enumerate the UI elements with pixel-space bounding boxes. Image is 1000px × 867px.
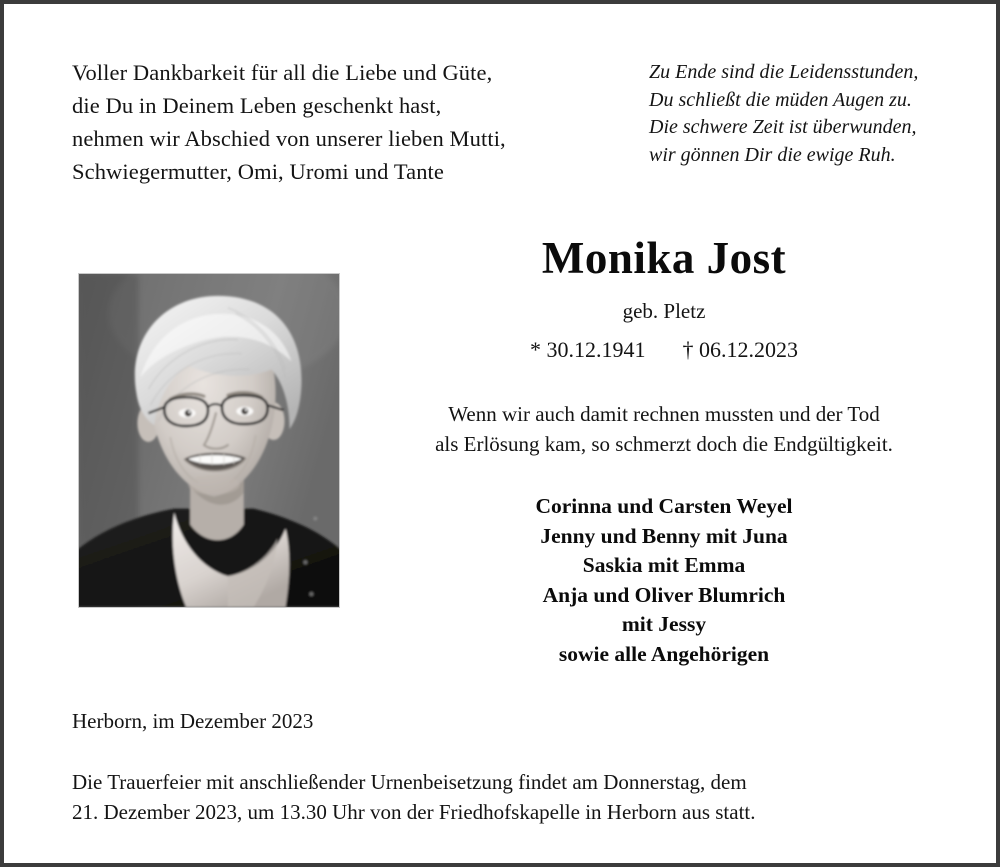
birth-date: 30.12.1941 xyxy=(546,337,646,362)
verse-line: Zu Ende sind die Leidensstunden, xyxy=(649,61,919,83)
intro-line: Schwiegermutter, Omi, Uromi und Tante xyxy=(72,159,444,184)
mourner-line: Corinna und Carsten Weyel xyxy=(535,494,793,518)
funeral-service-info xyxy=(72,767,952,827)
portrait-photo xyxy=(78,273,340,608)
verse-line: Die schwere Zeit ist überwunden, xyxy=(649,116,917,138)
eulogy-line: Wenn wir auch damit rechnen mussten und der Tod xyxy=(448,402,880,426)
eulogy-line: als Erlösung kam, so schmerzt doch die Endgültigkeit. xyxy=(435,432,893,456)
mourner-line: Anja und Oliver Blumrich xyxy=(542,582,786,607)
intro-line: die Du in Deinem Leben geschenkt hast, xyxy=(72,93,442,118)
life-dates xyxy=(364,336,964,364)
mourner-line: sowie alle Angehörigen xyxy=(558,641,770,666)
service-line: 21. Dezember 2023, um 13.30 Uhr von der Friedhofskapelle in Herborn aus statt. xyxy=(72,800,756,824)
mourner-line: mit Jessy xyxy=(621,612,707,636)
intro-text-block xyxy=(72,56,602,188)
cross-icon: † xyxy=(682,337,694,362)
page-title: Monika Jost xyxy=(541,233,787,283)
place-and-date: Herborn, im Dezember 2023 xyxy=(72,709,314,733)
intro-line: nehmen wir Abschied von unserer lieben Mutti, xyxy=(72,126,506,151)
mourner-line: Saskia mit Emma xyxy=(582,553,746,577)
maiden-name: geb. Pletz xyxy=(622,299,706,323)
verse-line: Du schließt die müden Augen zu. xyxy=(649,88,912,111)
verse-line: wir gönnen Dir die ewige Ruh. xyxy=(649,143,896,166)
mourners-block xyxy=(364,492,964,669)
portrait-illustration xyxy=(79,274,339,607)
eulogy-block xyxy=(364,399,964,459)
notice-header xyxy=(4,4,996,199)
death-date: 06.12.2023 xyxy=(699,337,798,362)
intro-line: Voller Dankbarkeit für all die Liebe und Güte, xyxy=(72,60,493,85)
memorial-verse-block xyxy=(649,59,969,169)
service-line: Die Trauerfeier mit anschließender Urnenbeisetzung findet am Donnerstag, dem xyxy=(72,770,747,794)
mourner-line: Jenny und Benny mit Juna xyxy=(540,523,788,548)
birth-symbol-icon: * xyxy=(530,337,541,362)
